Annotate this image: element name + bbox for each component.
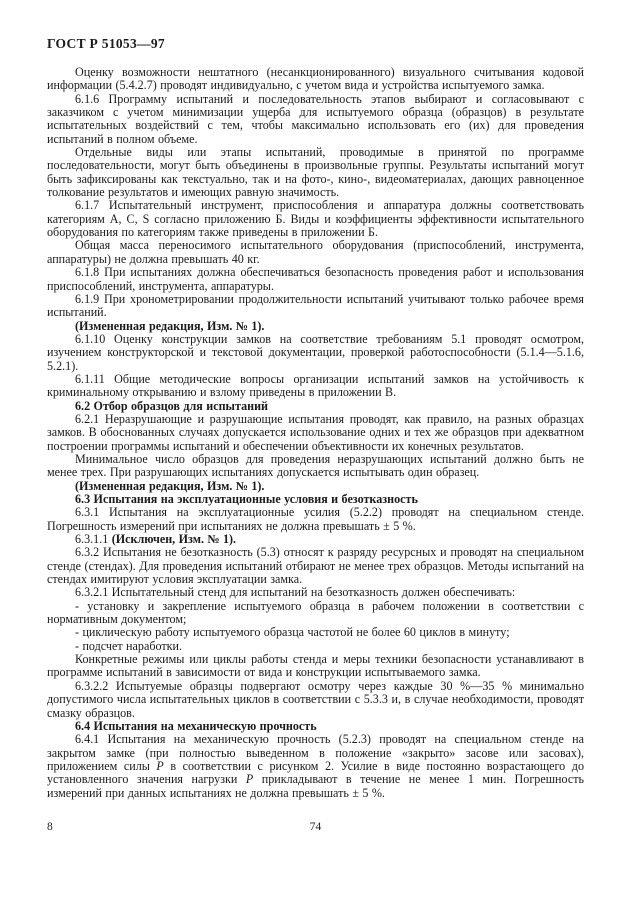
paragraph: Минимальное число образцов для проведения неразрушающих испытаний должно быть не менее трех. При разрушающих испытаниях допускается испытывать один образец. — [47, 451, 584, 480]
paragraph: 6.3.1 Испытания на эксплуатационные усилия (5.2.2) проводят на специальном стенде. Погрешность измерений при испытаниях не должна превышать ± 5 %. — [47, 505, 584, 533]
paragraph: Оценку возможности нештатного (несанкционированного) визуального считывания кодовой информации (5.4.2.7) проводят индивидуально, с учетом вида и устройства испытуемого замка. — [47, 65, 584, 93]
paragraph: - установку и закрепление испытуемого образца в рабочем положении в соответствии с нормативным документом; — [47, 598, 584, 627]
paragraph: - подсчет наработки. — [75, 638, 183, 653]
paragraph: 6.3.2.1 Испытательный стенд для испытаний на безотказность должен обеспечивать: — [75, 585, 516, 600]
page-number-center: 74 — [309, 821, 322, 833]
paragraph: 6.4.1 Испытания на механическую прочность (5.2.3) проводят на специальном стенде на закрытом замке (при полностью выведенном в положение «закрыто» засове или засовах), приложением силы P в соответствии с рисунком 2. Усилие в виде постоянно возрастающего до установленного значения нагрузки P прикладывают в течение не менее 1 мин. Погрешность измерений при данных испытаниях не должна превышать ± 5 %. — [47, 732, 585, 800]
paragraph: 6.3.1.1 (Исключен, Изм. № 1). — [75, 532, 237, 547]
paragraph: 6.3.2 Испытания не безотказность (5.3) относят к разряду ресурсных и проводят на специальном стенде (стендах). Для проведения испытаний отбирают не менее трех образцов. Методы испытаний на стендах имитируют условия эксплуатации замка. — [47, 545, 584, 587]
document-footer — [47, 821, 584, 834]
paragraph: Общая масса переносимого испытательного оборудования (приспособлений, инструмента, аппаратуры) не должна превышать 40 кг. — [47, 238, 584, 266]
paragraph: (Измененная редакция, Изм. № 1). — [75, 318, 265, 333]
paragraph: 6.2.1 Неразрушающие и разрушающие испытания проводят, как правило, на разных образцах замков. В обоснованных случаях допускается использование одних и тех же образцов при адекватном построении программы испытаний и обеспечении объективности их конечных результатов. — [47, 411, 584, 453]
paragraph: 6.3.2.2 Испытуемые образцы подвергают осмотру через каждые 30 %—35 % минимально допустимого числа испытательных циклов в соответствии с 5.3.3 и, в случае необходимости, проводят смазку образцов. — [47, 678, 584, 720]
paragraph: (Измененная редакция, Изм. № 1). — [75, 478, 265, 493]
page-number-left: 8 — [47, 821, 53, 833]
paragraph: 6.4 Испытания на механическую прочность — [75, 718, 317, 733]
paragraph: Конкретные режимы или циклы работы стенда и меры техники безопасности устанавливают в программе испытаний в зависимости от вида и конструкции испытываемого замка. — [47, 652, 584, 680]
paragraph: 6.1.10 Оценку конструкции замков на соответствие требованиям 5.1 проводят осмотром, изучением конструкторской и текстовой документации, проверкой работоспособности (5.1.4—5.1.6, 5.2.1). — [47, 331, 584, 373]
paragraph: Отдельные виды или этапы испытаний, проводимые в принятой по программе последовательности, могут быть объединены в произвольные группы. Результаты испытаний могут быть зафиксированы как текстуально, так и на фото-, кино-, видеоматериалах, дающих равноценное толкование результатов и имеющих равную значимость. — [47, 145, 584, 200]
paragraph: - циклическую работу испытуемого образца частотой не более 60 циклов в минуту; — [75, 625, 510, 640]
paragraph: 6.1.11 Общие методические вопросы организации испытаний замков на устойчивость к криминальному открыванию и взлому приведены в приложении В. — [47, 371, 584, 400]
paragraph: 6.1.9 При хронометрировании продолжительности испытаний учитывают только рабочее время испытаний. — [47, 291, 584, 320]
paragraph: 6.2 Отбор образцов для испытаний — [75, 398, 269, 413]
paragraph: 6.3 Испытания на эксплуатационные условия и безотказность — [75, 492, 418, 506]
paragraph: 6.1.7 Испытательный инструмент, приспособления и аппаратура должны соответствовать категориям А, С, S согласно приложению Б. Виды и коэффициенты эффективности испытательного оборудования по категориям также приведены в приложении Б. — [47, 198, 584, 240]
paragraph: 6.1.8 При испытаниях должна обеспечиваться безопасность проведения работ и использования приспособлений, инструмента, аппаратуры. — [47, 265, 584, 293]
document-standard-number: ГОСТ Р 51053—97 — [47, 36, 165, 51]
document-body — [47, 66, 584, 800]
paragraph: 6.1.6 Программу испытаний и последовательность этапов выбирают и согласовывают с заказчиком с учетом минимизации ущерба для испытуемого образца (образцов) в результате испытательных воздействий с тем, чтобы максимально использовать его (их) для проведения испытаний в полном объеме. — [47, 91, 584, 146]
